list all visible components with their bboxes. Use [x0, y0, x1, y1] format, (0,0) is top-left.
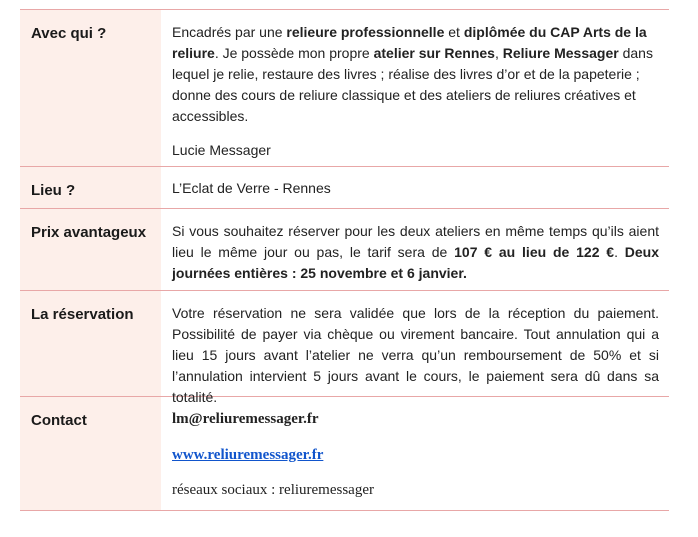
website-link[interactable]: www.reliuremessager.fr [172, 447, 324, 463]
highlight-diplome: diplômée du CAP Arts de la reliure [172, 24, 647, 61]
row-avec-qui [20, 10, 669, 167]
social-text: réseaux sociaux : reliuremessager [172, 482, 374, 498]
highlight-relieure: relieure professionnelle [286, 24, 445, 40]
info-table [20, 9, 669, 511]
value-reservation [161, 291, 669, 405]
reservation-text: Votre réservation ne sera validée que lors de la réception du paiement. Possibilité de payer via chèque ou virement bancaire. Tout annulation qui a lieu 15 jours avant l’atelier ne verra qu’un remboursement de 50% et si l’annulation intervient 5 jours avant le cours, le paiement sera dû dans sa totalité. [172, 305, 659, 405]
highlight-reliure-messager: Reliure Messager [502, 45, 619, 61]
highlight-dates: Deux journées entières : 25 novembre et 6 janvier. [172, 244, 660, 281]
intro-paragraph: Encadrés par une relieure professionnelle et diplômée du CAP Arts de la reliure. Je possède mon propre atelier sur Rennes, Reliure Messager dans lequel je relie, restaure des livres ; réalise des livres d’or et de la papeterie ; donne des cours de reliure classique et des ateliers de reliures créatives et accessibles. [172, 24, 653, 124]
value-avec-qui [161, 10, 669, 166]
value-prix [161, 209, 669, 290]
highlight-atelier: atelier sur Rennes [373, 45, 495, 61]
row-prix [20, 209, 669, 291]
label-avec-qui: Avec qui ? [20, 10, 161, 166]
row-contact [20, 397, 669, 511]
label-prix: Prix avantageux [20, 209, 161, 290]
highlight-tarif: 107 € au lieu de 122 € [454, 244, 615, 260]
value-contact [161, 397, 669, 510]
label-lieu: Lieu ? [20, 167, 161, 208]
signature: Lucie Messager [172, 142, 271, 158]
contact-email[interactable]: lm@reliuremessager.fr [172, 411, 319, 427]
row-reservation [20, 291, 669, 405]
label-contact: Contact [20, 397, 161, 510]
lieu-text: L’Eclat de Verre - Rennes [172, 180, 331, 196]
label-reservation: La réservation [20, 291, 161, 396]
value-lieu [161, 167, 669, 208]
prix-paragraph: Si vous souhaitez réserver pour les deux ateliers en même temps qu’ils aient lieu le même jour ou pas, le tarif sera de 107 € au lieu de 122 €. Deux journées entières : 25 novembre et 6 janvier. [172, 223, 660, 281]
row-lieu [20, 167, 669, 209]
